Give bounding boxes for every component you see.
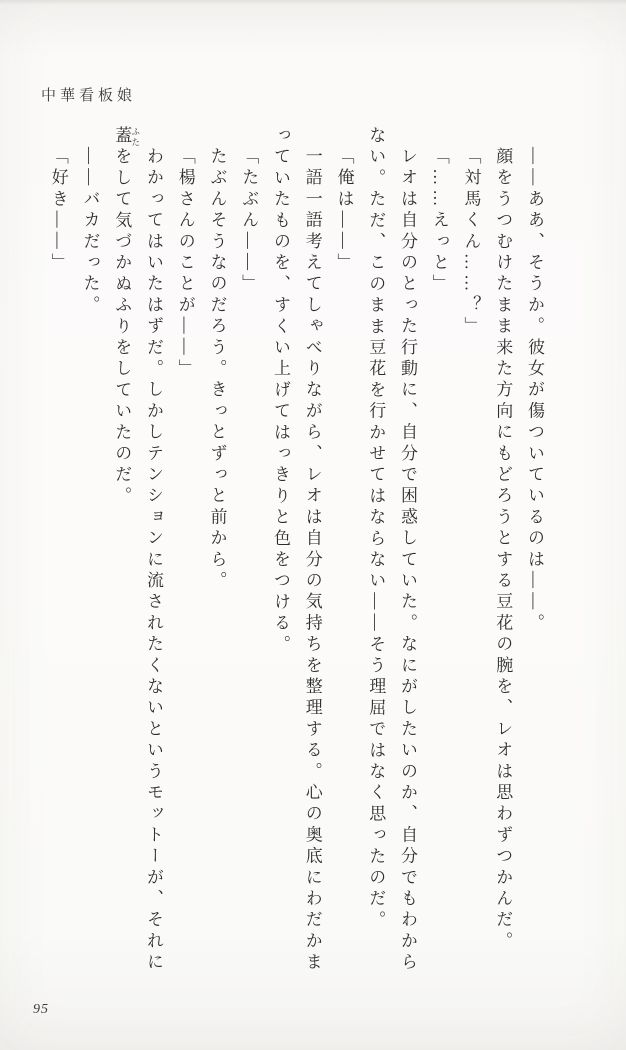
paragraph: ――バカだった。 [80, 147, 100, 317]
paragraph: 「たぶん――」 [239, 147, 259, 296]
paragraph: わかってはいたはずだ。しかしテンションに流されたくないというモットーが、それに蓋 ふたをして気づかぬふりをしていたのだ。 [112, 126, 163, 974]
page-number: 95 [33, 1002, 49, 1017]
paragraph: ――ああ、そうか。彼女が傷ついているのは――。 [525, 147, 544, 635]
paragraph: 「俺は――」 [334, 147, 354, 275]
paragraph: 「対馬くん……？」 [461, 147, 481, 338]
running-header: 中華看板娘 [41, 88, 137, 104]
paragraph: レオは自分のとった行動に、自分で困惑していた。なにがしたいのか、自分でもわからない。ただ、このまま豆花を行かせてはならない――そう理屈ではなく思ったのだ。 [366, 126, 417, 974]
paragraph: たぶんそうなのだろう。きっとずっと前から。 [207, 147, 227, 593]
paragraph: 顔をうつむけたまま来た方向にもどろうとする豆花の腕を、レオは思わずつかんだ。 [493, 147, 513, 953]
ruby-annotation: 蓋 ふた [112, 126, 141, 148]
paragraph: 「好き――」 [48, 147, 68, 275]
paragraph: 「……えっと」 [429, 147, 449, 296]
text-block [40, 126, 550, 978]
paragraph: 「楊さんのことが――」 [175, 147, 195, 381]
paragraph: 一語一語考えてしゃべりながら、レオは自分の気持ちを整理する。心の奥底にわだかまっていたものを、すくい上げてはっきりと色をつける。 [271, 126, 322, 974]
